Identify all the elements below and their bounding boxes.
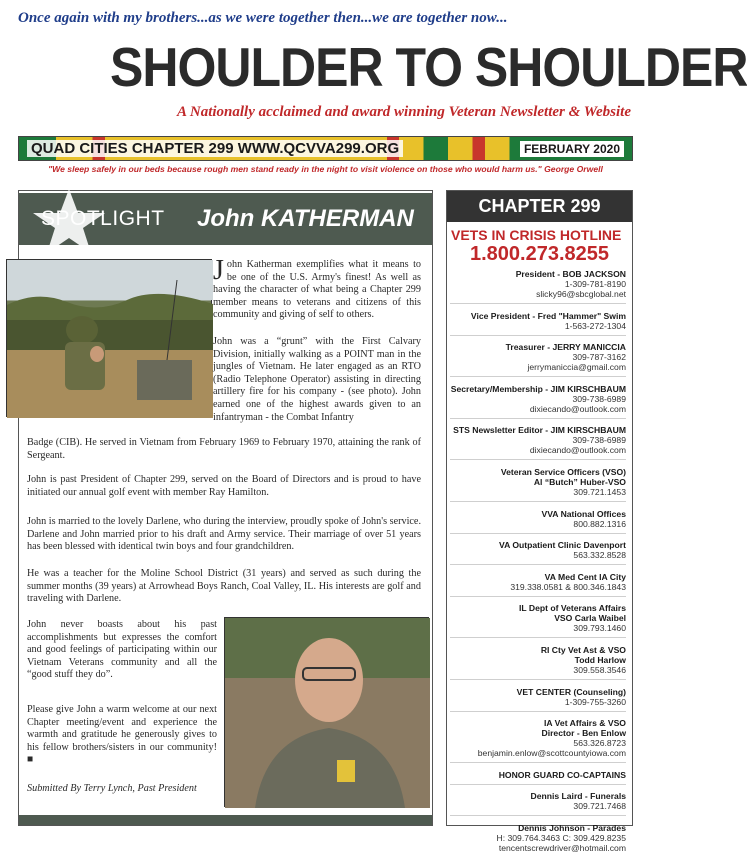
contact-item <box>450 342 626 377</box>
contact-title: RI Cty Vet Ast & VSO <box>540 644 626 655</box>
contact-email[interactable]: slicky96@sbcglobal.net <box>536 289 626 299</box>
contact-item <box>450 425 626 460</box>
contact-title: Al “Butch” Huber-VSO <box>533 476 626 487</box>
service-ribbon-banner <box>18 136 633 161</box>
contact-title: Secretary/Membership - JIM KIRSCHBAUM <box>450 383 626 394</box>
contact-phone[interactable]: 1-563-272-1304 <box>564 320 626 331</box>
contact-phone[interactable]: 309.721.1453 <box>573 486 626 497</box>
contact-item <box>450 467 626 502</box>
subtitle: A Nationally acclaimed and award winning Veteran Newsletter & Website <box>176 104 631 120</box>
contact-phone[interactable]: 319.338.0581 & 800.346.1843 <box>510 581 626 592</box>
spotlight-panel <box>18 190 433 826</box>
bio-text-1: ohn Katherman exemplifies what it means to be one of the U.S. Army's finest! As well as having the character of what being a Chapter 299 member means to veterans and citizens of this community and giving of self to others. <box>213 259 421 321</box>
contact-title: Dennis Laird - Funerals <box>530 791 626 802</box>
issue-date: FEBRUARY 2020 <box>520 141 624 157</box>
contact-item <box>450 770 626 785</box>
contact-title: Director - Ben Enlow <box>541 728 626 739</box>
contact-email[interactable]: tencentscrewdriver@hotmail.com <box>498 842 626 853</box>
contact-email[interactable]: benjamin.enlow@scottcountyiowa.com <box>477 748 626 759</box>
tagline: Once again with my brothers...as we were together then...we are together now... <box>18 10 508 26</box>
orwell-quote: "We sleep safely in our beds because rough men stand ready in the night to visit violence on those who would harm us." George Orwell <box>48 164 603 174</box>
masthead-title: SHOULDER TO SHOULDER <box>110 36 747 99</box>
bio-paragraph-3: John is past President of Chapter 299, served on the Board of Directors and is proud to have initiated our annual golf event with member Ray Hamilton. <box>27 474 421 498</box>
contact-item <box>450 540 626 565</box>
hotline-label: VETS IN CRISIS HOTLINE <box>451 227 622 243</box>
bio-paragraph-4: John is married to the lovely Darlene, who during the interview, proudly spoke of John's service. Darlene and John married prior to his draft and Army service. Their marriage of over 51 years has been blessed with identical twin boys and four grandchildren. <box>27 516 421 553</box>
contact-email[interactable]: jerrymaniccia@gmail.com <box>527 362 626 373</box>
contact-item <box>450 687 626 712</box>
contact-item <box>450 311 626 336</box>
contact-title: VSO Carla Waibel <box>554 613 626 624</box>
contact-item <box>450 823 626 857</box>
chapter-website-text: QUAD CITIES CHAPTER 299 WWW.QCVVA299.ORG <box>27 140 403 157</box>
contact-phone[interactable]: 309-738-6989 <box>572 435 626 446</box>
chapter-sidebar <box>446 190 633 853</box>
contact-phone[interactable]: 309-787-3162 <box>572 352 626 363</box>
contact-title: President - BOB JACKSON <box>515 269 626 279</box>
bio-paragraph-2b: Badge (CIB). He served in Vietnam from February 1969 to February 1970, attaining the rank of Sergeant. <box>27 437 421 461</box>
vietnam-photo <box>6 259 212 417</box>
contact-title: Vice President - Fred "Hammer" Swim <box>470 310 626 321</box>
contact-phone[interactable]: 563.326.8723 <box>573 738 626 749</box>
contact-list <box>450 269 626 864</box>
contact-title: Dennis Johnson - Parades <box>518 822 626 833</box>
spotlight-name: John KATHERMAN <box>197 205 414 232</box>
bio-paragraph-7: Please give John a warm welcome at our next Chapter meeting/event and experience the warmth and gratitude he generously gives to his fellow brothers/sisters in our community! ■ <box>27 704 217 766</box>
contact-item <box>450 384 626 419</box>
contact-title: IL Dept of Veterans Affairs <box>519 603 626 614</box>
contact-item <box>450 645 626 680</box>
contact-title: IA Vet Affairs & VSO <box>544 718 626 729</box>
hotline-number[interactable]: 1.800.273.8255 <box>469 243 610 265</box>
contact-item <box>450 572 626 597</box>
contact-phone[interactable]: 309.793.1460 <box>573 623 626 634</box>
contact-title: VA Outpatient Clinic Davenport <box>498 540 626 551</box>
contact-title: HONOR GUARD CO-CAPTAINS <box>498 769 626 780</box>
portrait-photo <box>224 617 429 807</box>
chapter-heading: CHAPTER 299 <box>447 191 632 222</box>
contact-item <box>450 269 626 304</box>
bio-paragraph-5: He was a teacher for the Moline School District (31 years) and served as such during the summer months (39 years) at Arrowhead Boys Ranch, Coal Valley, IL. His interests are golf and traveling with Darlene. <box>27 568 421 605</box>
contact-email[interactable]: dixiecando@outlook.com <box>529 403 626 414</box>
contact-phone[interactable]: 309-738-6989 <box>572 393 626 404</box>
contact-phone[interactable]: 1-309-755-3260 <box>564 696 626 707</box>
bio-paragraph-1 <box>213 255 421 322</box>
credit-line: Submitted By Terry Lynch, Past President <box>27 783 197 794</box>
contact-title: Todd Harlow <box>574 654 626 665</box>
contact-phone[interactable]: 563.332.8528 <box>573 550 626 561</box>
contact-item <box>450 791 626 816</box>
spotlight-header <box>19 193 432 245</box>
contact-email[interactable]: dixiecando@outlook.com <box>529 445 626 456</box>
contact-title: Treasurer - JERRY MANICCIA <box>505 342 626 353</box>
contact-title: Veteran Service Officers (VSO) <box>500 466 626 477</box>
bio-paragraph-2: John was a “grunt” with the First Calvary Division, initially walking as a POINT man in the jungles of Vietnam. He later engaged as an RTO (Radio Telephone Operator) assisting in directing artillery fire for his company - (see photo). John earned one of the highest awards given to an infantryman - the Combat Infantry <box>213 336 421 423</box>
bio-paragraph-6: John never boasts about his past accomplishments but expresses the comfort and good feelings of participating within our Vietnam Veterans community and all the “good stuff they do”. <box>27 619 217 681</box>
drop-cap: J <box>213 255 224 286</box>
contact-item <box>450 718 626 763</box>
contact-phone[interactable]: H: 309.764.3463 C: 309.429.8235 <box>496 832 626 843</box>
contact-phone[interactable]: 309.721.7468 <box>573 801 626 812</box>
spotlight-label: SPOTLIGHT <box>41 207 165 230</box>
contact-title: VA Med Cent IA City <box>544 571 626 582</box>
contact-title: VET CENTER (Counseling) <box>516 686 626 697</box>
contact-title: VVA National Offices <box>541 508 626 519</box>
contact-phone[interactable]: 309.558.3546 <box>573 664 626 675</box>
contact-item <box>450 509 626 534</box>
panel-footer-bar <box>19 815 432 825</box>
contact-item <box>450 603 626 638</box>
contact-title: STS Newsletter Editor - JIM KIRSCHBAUM <box>453 425 626 436</box>
contact-phone[interactable]: 1-309-781-8190 <box>564 279 626 289</box>
contact-phone[interactable]: 800.882.1316 <box>573 518 626 529</box>
